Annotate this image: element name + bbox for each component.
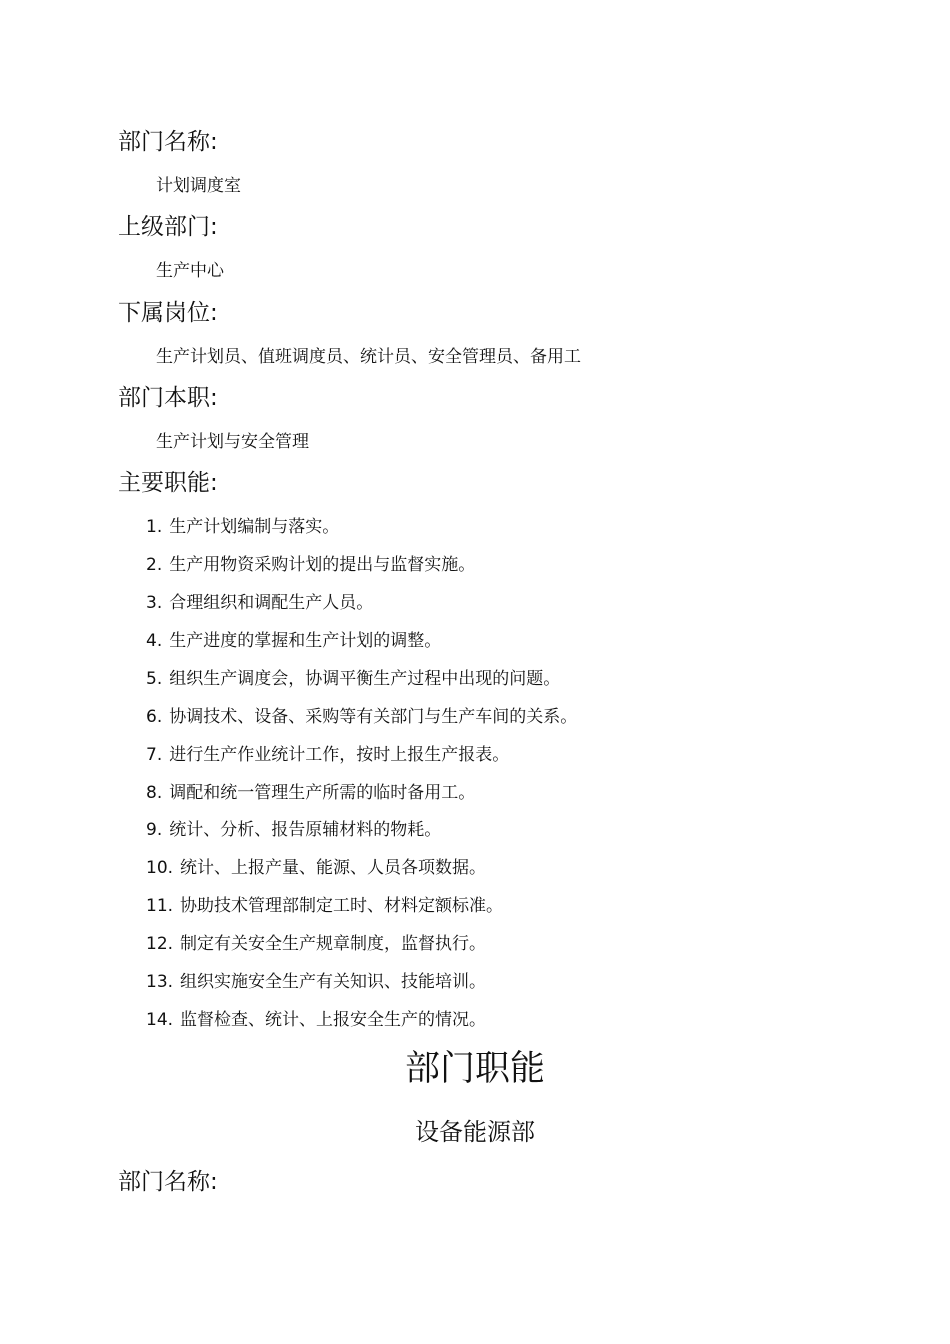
list-item-text: 组织生产调度会，协调平衡生产过程中出现的问题。 <box>169 669 561 689</box>
list-item-number: 1. <box>146 517 163 537</box>
list-item-text: 合理组织和调配生产人员。 <box>169 593 374 613</box>
list-item-number: 11. <box>146 896 174 916</box>
list-item <box>146 515 339 539</box>
list-item-text: 制定有关安全生产规章制度，监督执行。 <box>180 934 487 954</box>
list-item <box>146 629 441 653</box>
sub-positions-value: 生产计划员、值班调度员、统计员、安全管理员、备用工 <box>156 347 581 367</box>
dept-duty-label: 部门本职: <box>118 385 218 411</box>
list-item <box>146 553 475 577</box>
list-item-text: 生产进度的掌握和生产计划的调整。 <box>169 631 442 651</box>
list-item <box>146 591 373 615</box>
list-item <box>146 1008 486 1032</box>
list-item <box>146 743 509 767</box>
list-item <box>146 667 560 691</box>
list-item-number: 6. <box>146 707 163 727</box>
sub-positions-label: 下属岗位: <box>118 300 218 326</box>
list-item-number: 14. <box>146 1010 174 1030</box>
list-item-text: 协调技术、设备、采购等有关部门与生产车间的关系。 <box>169 707 578 727</box>
list-item-text: 协助技术管理部制定工时、材料定额标准。 <box>180 896 504 916</box>
list-item-text: 统计、分析、报告原辅材料的物耗。 <box>169 820 442 840</box>
list-item-text: 调配和统一管理生产所需的临时备用工。 <box>169 783 476 803</box>
dept-duty-value: 生产计划与安全管理 <box>156 432 309 452</box>
list-item <box>146 705 577 729</box>
parent-dept-label: 上级部门: <box>118 214 218 240</box>
list-item <box>146 856 486 880</box>
section-subtitle: 设备能源部 <box>415 1118 535 1146</box>
dept-name-label-2: 部门名称: <box>118 1169 218 1195</box>
list-item-number: 2. <box>146 555 163 575</box>
dept-name-value: 计划调度室 <box>156 176 241 196</box>
list-item-number: 4. <box>146 631 163 651</box>
list-item <box>146 894 503 918</box>
list-item-text: 生产用物资采购计划的提出与监督实施。 <box>169 555 476 575</box>
list-item-number: 5. <box>146 669 163 689</box>
dept-name-label: 部门名称: <box>118 129 218 155</box>
list-item-number: 10. <box>146 858 174 878</box>
parent-dept-value: 生产中心 <box>156 261 224 281</box>
list-item <box>146 932 486 956</box>
list-item-number: 13. <box>146 972 174 992</box>
list-item-number: 7. <box>146 745 163 765</box>
main-functions-label: 主要职能: <box>118 470 218 496</box>
list-item-text: 统计、上报产量、能源、人员各项数据。 <box>180 858 487 878</box>
list-item-text: 进行生产作业统计工作，按时上报生产报表。 <box>169 745 510 765</box>
list-item-text: 监督检查、统计、上报安全生产的情况。 <box>180 1010 487 1030</box>
list-item-text: 生产计划编制与落实。 <box>169 517 340 537</box>
section-title: 部门职能 <box>404 1049 545 1089</box>
list-item <box>146 818 441 842</box>
list-item <box>146 781 475 805</box>
list-item <box>146 970 486 994</box>
list-item-text: 组织实施安全生产有关知识、技能培训。 <box>180 972 487 992</box>
list-item-number: 9. <box>146 820 163 840</box>
list-item-number: 3. <box>146 593 163 613</box>
list-item-number: 8. <box>146 783 163 803</box>
list-item-number: 12. <box>146 934 174 954</box>
